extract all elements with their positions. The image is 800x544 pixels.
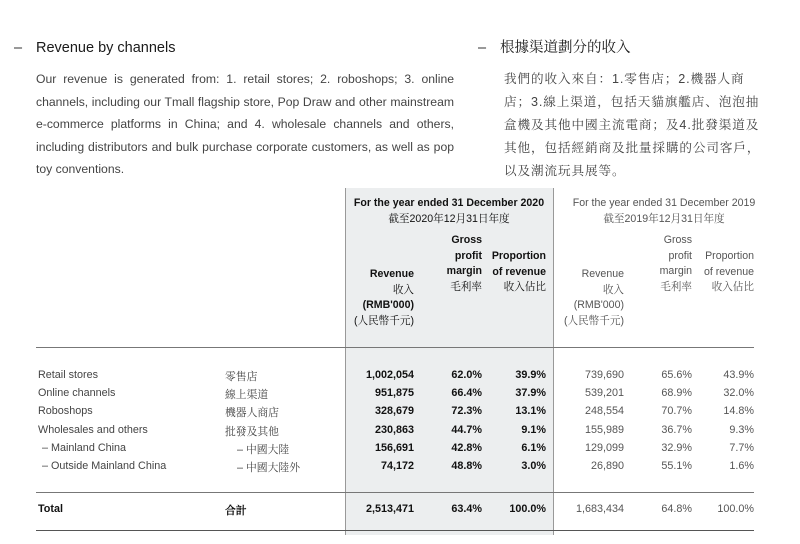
cell-gpm-2020: 66.4% xyxy=(451,387,482,399)
total-gpm-2020: 63.4% xyxy=(451,503,482,515)
cell-proportion-2019: 1.6% xyxy=(729,460,754,472)
cell-proportion-2020: 37.9% xyxy=(515,387,546,399)
cell-proportion-2020: 6.1% xyxy=(521,442,546,454)
col-revenue-2019: Revenue 收入 (RMB'000) (人民幣千元) xyxy=(563,268,624,327)
total-revenue-2020: 2,513,471 xyxy=(365,503,414,515)
total-proportion-2019: 100.0% xyxy=(717,503,754,515)
cell-proportion-2020: 39.9% xyxy=(515,369,546,381)
col-gpm-2020: Gross profit margin 毛利率 xyxy=(446,234,482,293)
paragraph-en: Our revenue is generated from: 1. retail stores; 2. roboshops; 3. online channels, including our Tmall flagship store, Pop Draw and other mainstream e-commerce platforms in China; and 4. wholesale channels and others, including distributors and bulk purchase corporate customers, as well as pop toy conventions. xyxy=(36,72,454,177)
row-label-en: – Outside Mainland China xyxy=(42,460,167,472)
cell-revenue-2019: 539,201 xyxy=(584,387,624,399)
cell-revenue-2019: 26,890 xyxy=(590,460,624,472)
row-label-en: Wholesales and others xyxy=(38,424,148,436)
cell-revenue-2019: 739,690 xyxy=(584,369,624,381)
total-proportion-2020: 100.0% xyxy=(509,503,546,515)
cell-gpm-2020: 62.0% xyxy=(451,369,482,381)
total-label-en: Total xyxy=(38,503,63,515)
row-label-en: Roboshops xyxy=(38,405,93,417)
cell-proportion-2019: 14.8% xyxy=(723,405,754,417)
cell-proportion-2019: 9.3% xyxy=(729,424,754,436)
cell-proportion-2019: 32.0% xyxy=(723,387,754,399)
cell-gpm-2019: 68.9% xyxy=(661,387,692,399)
cell-revenue-2020: 328,679 xyxy=(374,405,414,417)
paragraph-zh: 我們的收入來自：1.零售店；2.機器人商店；3.線上渠道，包括天貓旗艦店、泡泡抽盒機及其他中國主流電商；及4.批發渠道及其他，包括經銷商及批量採購的公司客戶，以及潮流玩具展等。 xyxy=(504,72,761,178)
cell-revenue-2019: 129,099 xyxy=(584,442,624,454)
cell-gpm-2020: 72.3% xyxy=(451,405,482,417)
cell-revenue-2020: 74,172 xyxy=(380,460,414,472)
cell-revenue-2020: 230,863 xyxy=(374,424,414,436)
row-label-en: – Mainland China xyxy=(42,442,127,454)
row-label-zh: 零售店 xyxy=(225,371,258,383)
cell-revenue-2020: 951,875 xyxy=(374,387,414,399)
heading-dash: – xyxy=(478,40,487,56)
cell-proportion-2019: 43.9% xyxy=(723,369,754,381)
section-heading-en xyxy=(14,38,444,58)
table-rule-top xyxy=(36,347,754,348)
cell-revenue-2019: 248,554 xyxy=(584,405,624,417)
row-label-zh: – 中國大陸外 xyxy=(237,462,300,474)
cell-revenue-2020: 1,002,054 xyxy=(365,369,414,381)
section-english xyxy=(14,38,454,181)
cell-proportion-2019: 7.7% xyxy=(729,442,754,454)
cell-revenue-2019: 155,989 xyxy=(584,424,624,436)
cell-gpm-2020: 42.8% xyxy=(451,442,482,454)
heading-text-zh: 根據渠道劃分的收入 xyxy=(500,40,631,56)
col-revenue-2020: Revenue 收入 (RMB'000) (人民幣千元) xyxy=(353,268,414,327)
cell-gpm-2019: 32.9% xyxy=(661,442,692,454)
section-chinese xyxy=(478,38,778,183)
row-label-zh: – 中國大陸 xyxy=(237,444,290,456)
col-proportion-2019: Proportion of revenue 收入佔比 xyxy=(703,250,754,293)
col-proportion-2020: Proportion of revenue 收入佔比 xyxy=(491,250,546,293)
row-label-zh: 批發及其他 xyxy=(225,426,279,438)
period-2019-zh: 截至2019年12月31日年度 xyxy=(603,213,725,225)
cell-gpm-2019: 36.7% xyxy=(661,424,692,436)
cell-proportion-2020: 9.1% xyxy=(521,424,546,436)
period-2019-en: For the year ended 31 December 2019 xyxy=(572,197,756,209)
row-label-zh: 機器人商店 xyxy=(225,407,279,419)
total-gpm-2019: 64.8% xyxy=(661,503,692,515)
cell-gpm-2019: 55.1% xyxy=(661,460,692,472)
col-gpm-2019: Gross profit margin 毛利率 xyxy=(659,234,692,293)
cell-gpm-2019: 70.7% xyxy=(661,405,692,417)
total-label-zh: 合計 xyxy=(225,505,247,517)
period-2020-en: For the year ended 31 December 2020 xyxy=(353,197,545,209)
cell-gpm-2020: 44.7% xyxy=(451,424,482,436)
table-rule-total-bottom xyxy=(36,530,754,531)
row-label-en: Retail stores xyxy=(38,369,99,381)
cell-revenue-2020: 156,691 xyxy=(374,442,414,454)
table-rule-total-top xyxy=(36,492,754,493)
cell-gpm-2020: 48.8% xyxy=(451,460,482,472)
period-2020-zh: 截至2020年12月31日年度 xyxy=(388,213,510,225)
row-label-en: Online channels xyxy=(38,387,116,399)
heading-dash: – xyxy=(14,40,23,56)
cell-proportion-2020: 13.1% xyxy=(515,405,546,417)
heading-text-en: Revenue by channels xyxy=(36,40,176,56)
cell-gpm-2019: 65.6% xyxy=(661,369,692,381)
section-heading-zh xyxy=(478,38,778,58)
total-revenue-2019: 1,683,434 xyxy=(575,503,624,515)
cell-proportion-2020: 3.0% xyxy=(521,460,546,472)
row-label-zh: 線上渠道 xyxy=(225,389,269,401)
